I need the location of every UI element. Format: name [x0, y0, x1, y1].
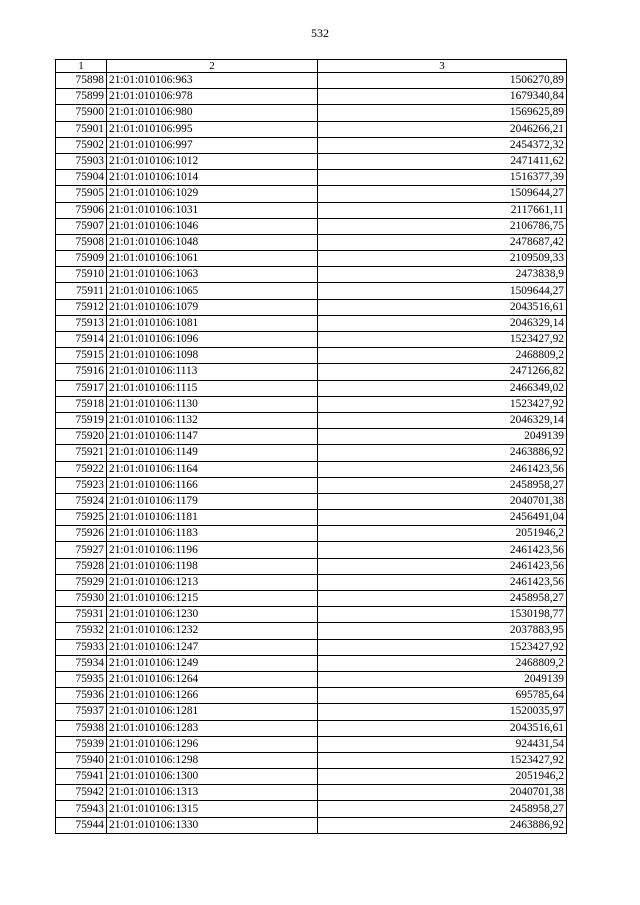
row-number-cell: 75938 [56, 720, 107, 736]
value-cell: 2463886,92 [318, 817, 567, 833]
cadastral-number-cell: 21:01:010106:1230 [107, 607, 318, 623]
table-row [56, 542, 567, 558]
cadastral-number-cell: 21:01:010106:1081 [107, 315, 318, 331]
table-row [56, 801, 567, 817]
cadastral-number-cell: 21:01:010106:1014 [107, 170, 318, 186]
value-cell: 2468809,2 [318, 348, 567, 364]
row-number-cell: 75911 [56, 283, 107, 299]
table-row [56, 267, 567, 283]
cadastral-number-cell: 21:01:010106:1079 [107, 299, 318, 315]
cadastral-number-cell: 21:01:010106:1330 [107, 817, 318, 833]
value-cell: 2040701,38 [318, 785, 567, 801]
column-header-3: 3 [318, 60, 567, 73]
row-number-cell: 75939 [56, 736, 107, 752]
cadastral-number-cell: 21:01:010106:1196 [107, 542, 318, 558]
row-number-cell: 75905 [56, 186, 107, 202]
row-number-cell: 75921 [56, 445, 107, 461]
row-number-cell: 75927 [56, 542, 107, 558]
value-cell: 2117661,11 [318, 202, 567, 218]
table-row [56, 315, 567, 331]
row-number-cell: 75929 [56, 574, 107, 590]
value-cell: 2049139 [318, 671, 567, 687]
table-row [56, 477, 567, 493]
row-number-cell: 75918 [56, 396, 107, 412]
cadastral-number-cell: 21:01:010106:1298 [107, 752, 318, 768]
row-number-cell: 75935 [56, 671, 107, 687]
table-row [56, 380, 567, 396]
cadastral-number-cell: 21:01:010106:1283 [107, 720, 318, 736]
table-row [56, 234, 567, 250]
table-row [56, 251, 567, 267]
cadastral-number-cell: 21:01:010106:1266 [107, 688, 318, 704]
header-row [56, 60, 567, 73]
row-number-cell: 75934 [56, 655, 107, 671]
cadastral-number-cell: 21:01:010106:1031 [107, 202, 318, 218]
table-row [56, 186, 567, 202]
row-number-cell: 75917 [56, 380, 107, 396]
cadastral-number-cell: 21:01:010106:980 [107, 105, 318, 121]
cadastral-number-cell: 21:01:010106:1183 [107, 526, 318, 542]
table-row [56, 736, 567, 752]
value-cell: 1520035,97 [318, 704, 567, 720]
row-number-cell: 75910 [56, 267, 107, 283]
cadastral-number-cell: 21:01:010106:1249 [107, 655, 318, 671]
row-number-cell: 75899 [56, 89, 107, 105]
table-row [56, 121, 567, 137]
table-row [56, 769, 567, 785]
row-number-cell: 75943 [56, 801, 107, 817]
page-number: 532 [311, 26, 329, 40]
row-number-cell: 75913 [56, 315, 107, 331]
value-cell: 2458958,27 [318, 591, 567, 607]
cadastral-number-cell: 21:01:010106:1029 [107, 186, 318, 202]
table-row [56, 526, 567, 542]
cadastral-number-cell: 21:01:010106:1264 [107, 671, 318, 687]
cadastral-number-cell: 21:01:010106:1215 [107, 591, 318, 607]
value-cell: 2471411,62 [318, 153, 567, 169]
value-cell: 2043516,61 [318, 299, 567, 315]
table-row [56, 785, 567, 801]
value-cell: 1509644,27 [318, 186, 567, 202]
value-cell: 924431,54 [318, 736, 567, 752]
table-row [56, 574, 567, 590]
value-cell: 1506270,89 [318, 73, 567, 89]
row-number-cell: 75898 [56, 73, 107, 89]
value-cell: 2458958,27 [318, 801, 567, 817]
table-row [56, 720, 567, 736]
table-row [56, 429, 567, 445]
value-cell: 2037883,95 [318, 623, 567, 639]
value-cell: 2458958,27 [318, 477, 567, 493]
table-body [56, 73, 567, 834]
cadastral-number-cell: 21:01:010106:1063 [107, 267, 318, 283]
value-cell: 695785,64 [318, 688, 567, 704]
row-number-cell: 75944 [56, 817, 107, 833]
value-cell: 2463886,92 [318, 445, 567, 461]
row-number-cell: 75932 [56, 623, 107, 639]
data-table [55, 59, 567, 834]
value-cell: 1569625,89 [318, 105, 567, 121]
table-header [56, 60, 567, 73]
table-row [56, 623, 567, 639]
value-cell: 2106786,75 [318, 218, 567, 234]
column-header-1: 1 [56, 60, 107, 73]
table-row [56, 817, 567, 833]
cadastral-number-cell: 21:01:010106:1281 [107, 704, 318, 720]
table-row [56, 332, 567, 348]
table-row [56, 752, 567, 768]
value-cell: 1509644,27 [318, 283, 567, 299]
cadastral-number-cell: 21:01:010106:1179 [107, 493, 318, 509]
value-cell: 1679340,84 [318, 89, 567, 105]
value-cell: 2461423,56 [318, 461, 567, 477]
cadastral-number-cell: 21:01:010106:997 [107, 137, 318, 153]
row-number-cell: 75928 [56, 558, 107, 574]
row-number-cell: 75941 [56, 769, 107, 785]
table-row [56, 73, 567, 89]
value-cell: 2456491,04 [318, 510, 567, 526]
table-row [56, 445, 567, 461]
cadastral-number-cell: 21:01:010106:1166 [107, 477, 318, 493]
value-cell: 2049139 [318, 429, 567, 445]
table-row [56, 105, 567, 121]
table-row [56, 671, 567, 687]
cadastral-number-cell: 21:01:010106:1065 [107, 283, 318, 299]
cadastral-number-cell: 21:01:010106:1130 [107, 396, 318, 412]
cadastral-number-cell: 21:01:010106:1113 [107, 364, 318, 380]
value-cell: 1523427,92 [318, 396, 567, 412]
row-number-cell: 75933 [56, 639, 107, 655]
table-row [56, 396, 567, 412]
row-number-cell: 75902 [56, 137, 107, 153]
row-number-cell: 75909 [56, 251, 107, 267]
row-number-cell: 75903 [56, 153, 107, 169]
table-row [56, 364, 567, 380]
row-number-cell: 75940 [56, 752, 107, 768]
row-number-cell: 75931 [56, 607, 107, 623]
row-number-cell: 75919 [56, 412, 107, 428]
table-row [56, 510, 567, 526]
table-row [56, 493, 567, 509]
table-row [56, 89, 567, 105]
cadastral-number-cell: 21:01:010106:1046 [107, 218, 318, 234]
table-row [56, 558, 567, 574]
row-number-cell: 75937 [56, 704, 107, 720]
value-cell: 2468809,2 [318, 655, 567, 671]
table-row [56, 137, 567, 153]
cadastral-number-cell: 21:01:010106:1164 [107, 461, 318, 477]
cadastral-number-cell: 21:01:010106:963 [107, 73, 318, 89]
row-number-cell: 75936 [56, 688, 107, 704]
value-cell: 2040701,38 [318, 493, 567, 509]
row-number-cell: 75904 [56, 170, 107, 186]
row-number-cell: 75907 [56, 218, 107, 234]
value-cell: 2461423,56 [318, 542, 567, 558]
value-cell: 1523427,92 [318, 639, 567, 655]
cadastral-number-cell: 21:01:010106:1147 [107, 429, 318, 445]
cadastral-number-cell: 21:01:010106:1181 [107, 510, 318, 526]
row-number-cell: 75908 [56, 234, 107, 250]
table-row [56, 591, 567, 607]
table-row [56, 412, 567, 428]
cadastral-number-cell: 21:01:010106:1313 [107, 785, 318, 801]
row-number-cell: 75901 [56, 121, 107, 137]
table-row [56, 153, 567, 169]
cadastral-number-cell: 21:01:010106:1012 [107, 153, 318, 169]
cadastral-number-cell: 21:01:010106:1098 [107, 348, 318, 364]
cadastral-number-cell: 21:01:010106:1096 [107, 332, 318, 348]
value-cell: 2046329,14 [318, 315, 567, 331]
table-row [56, 461, 567, 477]
row-number-cell: 75926 [56, 526, 107, 542]
cadastral-number-cell: 21:01:010106:1198 [107, 558, 318, 574]
table-row [56, 704, 567, 720]
table-row [56, 639, 567, 655]
cadastral-number-cell: 21:01:010106:1232 [107, 623, 318, 639]
cadastral-number-cell: 21:01:010106:1048 [107, 234, 318, 250]
value-cell: 2046329,14 [318, 412, 567, 428]
row-number-cell: 75916 [56, 364, 107, 380]
row-number-cell: 75920 [56, 429, 107, 445]
cadastral-number-cell: 21:01:010106:1061 [107, 251, 318, 267]
cadastral-number-cell: 21:01:010106:1132 [107, 412, 318, 428]
cadastral-number-cell: 21:01:010106:1296 [107, 736, 318, 752]
row-number-cell: 75914 [56, 332, 107, 348]
value-cell: 1523427,92 [318, 332, 567, 348]
row-number-cell: 75925 [56, 510, 107, 526]
value-cell: 2461423,56 [318, 558, 567, 574]
value-cell: 2466349,02 [318, 380, 567, 396]
table-row [56, 283, 567, 299]
value-cell: 2473838,9 [318, 267, 567, 283]
value-cell: 2051946,2 [318, 526, 567, 542]
value-cell: 2043516,61 [318, 720, 567, 736]
value-cell: 2051946,2 [318, 769, 567, 785]
row-number-cell: 75942 [56, 785, 107, 801]
row-number-cell: 75923 [56, 477, 107, 493]
row-number-cell: 75915 [56, 348, 107, 364]
table-row [56, 655, 567, 671]
cadastral-number-cell: 21:01:010106:1300 [107, 769, 318, 785]
row-number-cell: 75906 [56, 202, 107, 218]
cadastral-number-cell: 21:01:010106:978 [107, 89, 318, 105]
value-cell: 1516377,39 [318, 170, 567, 186]
row-number-cell: 75922 [56, 461, 107, 477]
table-row [56, 170, 567, 186]
table-row [56, 299, 567, 315]
row-number-cell: 75924 [56, 493, 107, 509]
column-header-2: 2 [107, 60, 318, 73]
table-row [56, 202, 567, 218]
value-cell: 2461423,56 [318, 574, 567, 590]
cadastral-number-cell: 21:01:010106:995 [107, 121, 318, 137]
value-cell: 2046266,21 [318, 121, 567, 137]
table-row [56, 607, 567, 623]
cadastral-number-cell: 21:01:010106:1115 [107, 380, 318, 396]
value-cell: 2109509,33 [318, 251, 567, 267]
row-number-cell: 75912 [56, 299, 107, 315]
value-cell: 1523427,92 [318, 752, 567, 768]
cadastral-number-cell: 21:01:010106:1315 [107, 801, 318, 817]
table-row [56, 348, 567, 364]
value-cell: 2454372,32 [318, 137, 567, 153]
cadastral-number-cell: 21:01:010106:1247 [107, 639, 318, 655]
table-row [56, 218, 567, 234]
row-number-cell: 75930 [56, 591, 107, 607]
table-row [56, 688, 567, 704]
cadastral-number-cell: 21:01:010106:1149 [107, 445, 318, 461]
value-cell: 2471266,82 [318, 364, 567, 380]
value-cell: 2478687,42 [318, 234, 567, 250]
cadastral-number-cell: 21:01:010106:1213 [107, 574, 318, 590]
row-number-cell: 75900 [56, 105, 107, 121]
value-cell: 1530198,77 [318, 607, 567, 623]
